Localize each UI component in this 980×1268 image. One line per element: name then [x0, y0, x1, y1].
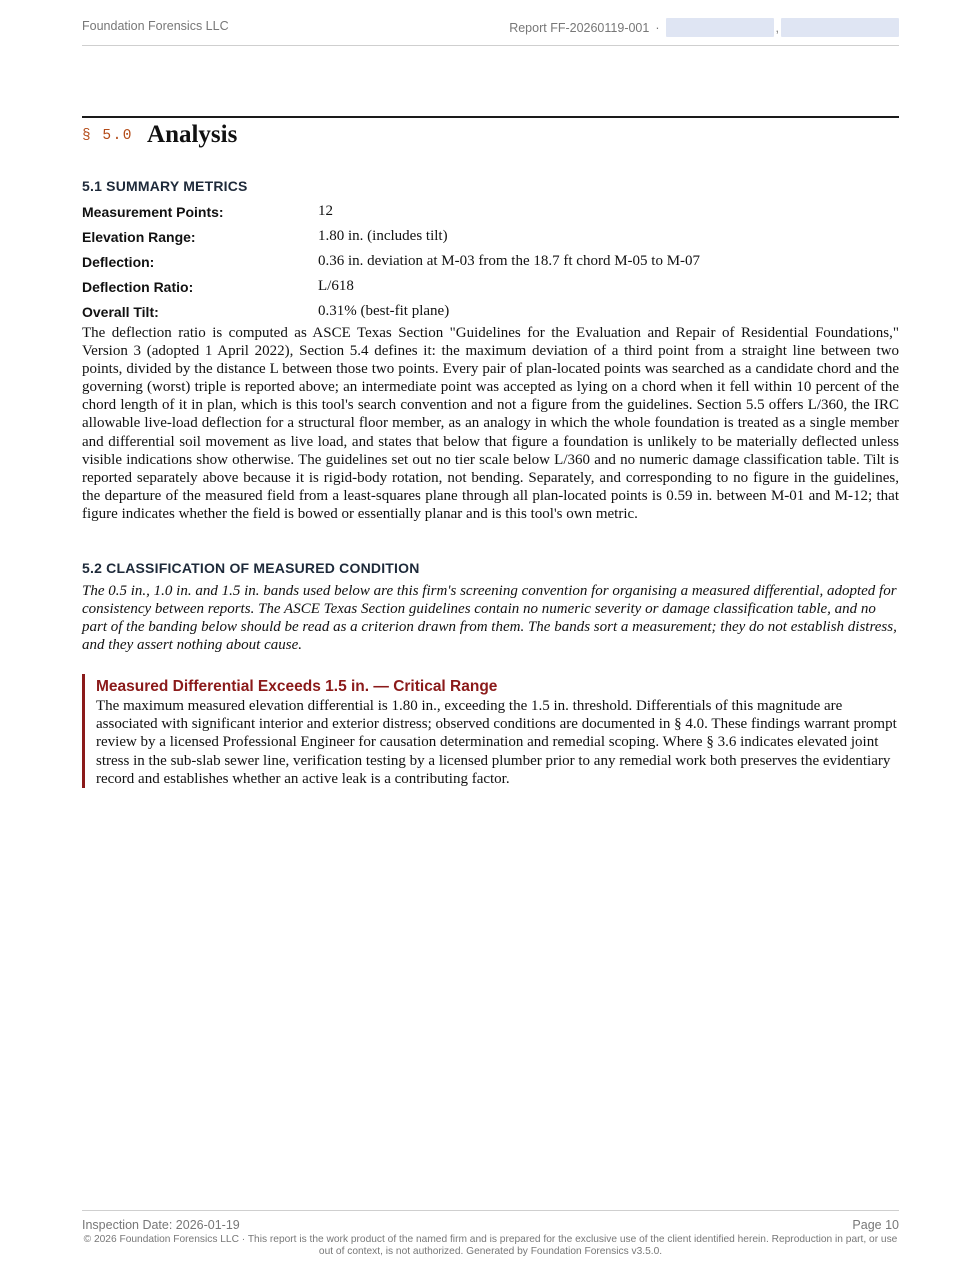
copyright-notice: © 2026 Foundation Forensics LLC · This report is the work product of the named firm and is prepared for the exclusive use of the client identified herein. Reproduction in part, or use out of context, is not authorized. Generated by Foundation Forensics v3.5.0. [83, 1234, 898, 1257]
classification-heading: 5.2 CLASSIFICATION OF MEASURED CONDITION [82, 560, 420, 576]
page-number: Page 10 [852, 1218, 899, 1232]
metric-row [82, 199, 899, 224]
metric-value: 12 [318, 203, 333, 219]
metric-row [82, 274, 899, 299]
running-footer [82, 1210, 899, 1258]
report-page [82, 0, 899, 1268]
metric-row [82, 224, 899, 249]
summary-metrics-heading: 5.1 SUMMARY METRICS [82, 178, 248, 194]
summary-metrics-list [82, 199, 899, 324]
metric-value: 1.80 in. (includes tilt) [318, 228, 448, 244]
footer-line [82, 1211, 899, 1232]
metric-label: Overall Tilt: [82, 303, 159, 320]
report-id: Report FF-20260119-001 [509, 20, 650, 35]
callout-body: The maximum measured elevation differential is 1.80 in., exceeding the 1.5 in. threshold. Differentials of this magnitude are associated with significant interior and exterior distress; observed conditions are documented in § 4.0. These findings warrant prompt review by a licensed Professional Engineer for causation determination and remedial scoping. Where § 3.6 indicates elevated joint stress in the sub-slab sewer line, verification testing by a licensed plumber prior to any remedial work both preserves the evidentiary record and establishes whether an active leak is a contributing factor. [96, 698, 897, 787]
redacted-client-address [781, 18, 899, 37]
metric-label: Deflection Ratio: [82, 278, 194, 295]
section-heading [82, 116, 899, 149]
metric-value: 0.31% (best-fit plane) [318, 303, 450, 319]
callout-title: Measured Differential Exceeds 1.5 in. — Critical Range [96, 678, 498, 695]
report-id-block [509, 18, 899, 37]
metric-label: Measurement Points: [82, 203, 224, 220]
metric-label: Elevation Range: [82, 228, 196, 245]
section-number: § 5.0 [82, 128, 134, 144]
inspection-date: Inspection Date: 2026-01-19 [82, 1218, 240, 1232]
deflection-explanation-paragraph: The deflection ratio is computed as ASCE Texas Section "Guidelines for the Evaluation and Repair of Residential Foundations," Version 3 (adopted 1 April 2022), Section 5.4 defines it: the maximum deviation of a third point from a straight line between two points, divided by the distance L between those two points. Every pair of plan-located points was searched as a candidate chord and the governing (worst) triple is reported above; an intermediate point was accepted as lying on a chord when it fell within 10 percent of the chord length of it in plan, which is this tool's search convention and not a figure from the guidelines. Section 5.5 offers L/360, the IRC allowable live-load deflection for a structural floor member, as an analogy in which the whole foundation is treated as a single member and differential soil movement as live load, and states that below that figure a foundation is unlikely to be materially deflected unless visible indications show otherwise. The guidelines set out no tier scale below L/360 and no numeric damage classification table. Tilt is reported separately above because it is rigid-body rotation, not bending. Separately, and corresponding to no figure in the guidelines, the departure of the measured field from a least-squares plane through all plan-located points is 0.59 in. between M-01 and M-12; that figure indicates whether the field is bowed or essentially planar and is this tool's own metric. [82, 325, 899, 522]
critical-range-callout [82, 674, 899, 788]
section-title: Analysis [147, 121, 238, 148]
redacted-client-name [666, 18, 774, 37]
metric-label: Deflection: [82, 253, 155, 270]
running-header [82, 18, 899, 46]
metric-row [82, 299, 899, 324]
firm-name: Foundation Forensics LLC [82, 19, 229, 33]
header-separator: · [655, 20, 660, 35]
metric-value: 0.36 in. deviation at M-03 from the 18.7 ft chord M-05 to M-07 [318, 253, 701, 269]
metric-value: L/618 [318, 278, 354, 294]
metric-row [82, 249, 899, 274]
header-comma: , [775, 20, 779, 35]
classification-note: The 0.5 in., 1.0 in. and 1.5 in. bands used below are this firm's screening convention for organising a measured differential, adopted for consistency between reports. The ASCE Texas Section guidelines contain no numeric severity or damage classification table, and no part of the banding below should be read as a criterion drawn from them. The bands sort a measurement; they do not establish distress, and they assert nothing about cause. [82, 583, 897, 654]
